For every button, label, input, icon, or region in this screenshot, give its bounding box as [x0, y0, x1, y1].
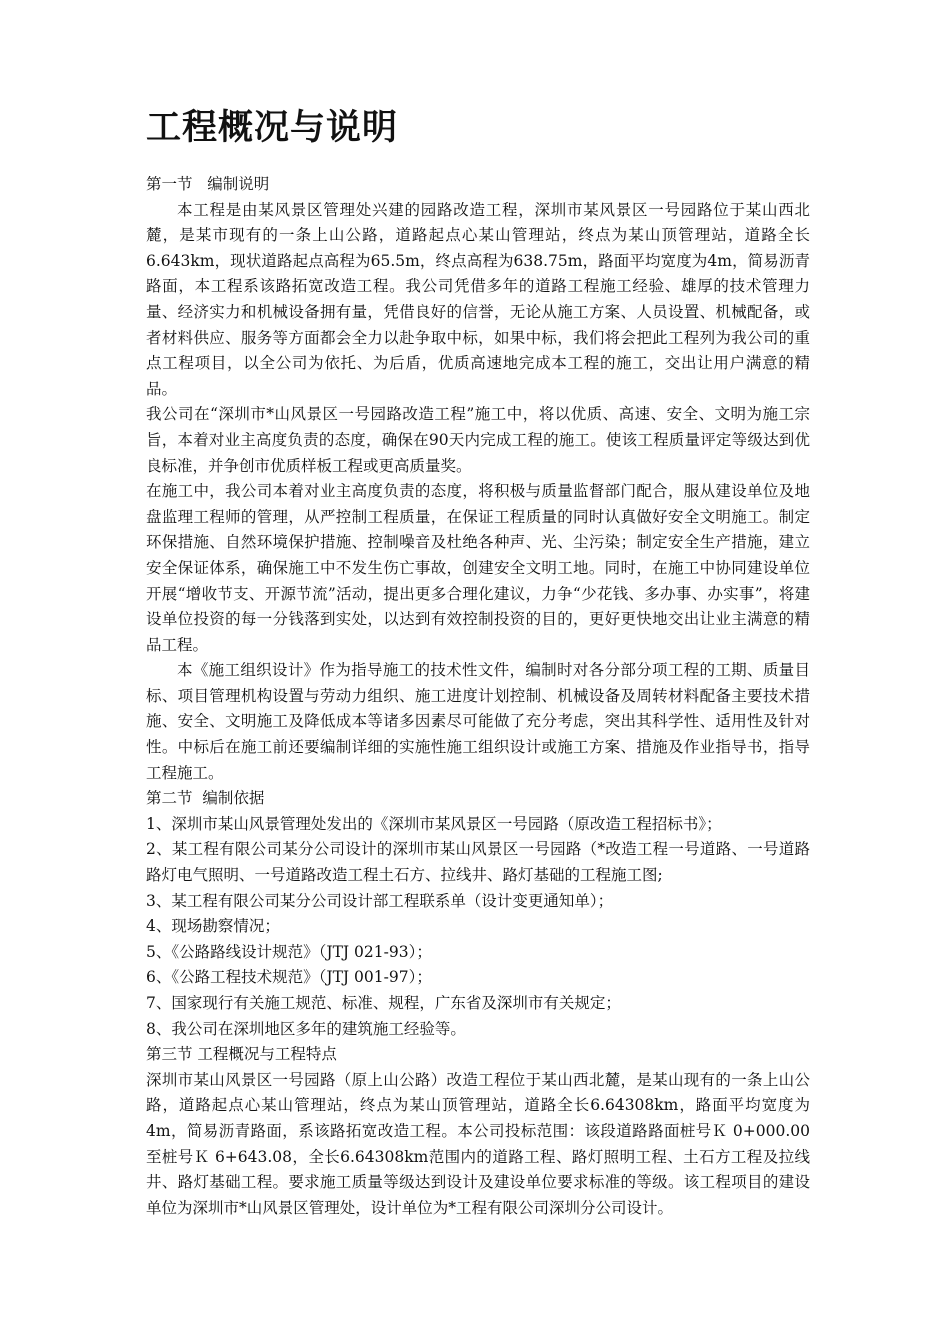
section-1-paragraph-4: 本《施工组织设计》作为指导施工的技术性文件，编制时对各分部分项工程的工期、质量目标、项目管理机构设置与劳动力组织、施工进度计划控制、机械设备及周转材料配备主要技术措施、安全、文明施工及降低成本等诸多因素尽可能做了充分考虑，突出其科学性、适用性及针对性。中标后在施工前还要编制详细的实施性施工组织设计或施工方案、措施及作业指导书，指导工程施工。: [146, 661, 810, 782]
basis-item-8: 8、我公司在深圳地区多年的建筑施工经验等。: [146, 1019, 466, 1038]
section-1-heading: 第一节 编制说明: [146, 175, 270, 193]
basis-item-5: 5、《公路路线设计规范》（JTJ 021-93）；: [146, 942, 432, 961]
basis-item-2: 2、某工程有限公司某分公司设计的深圳市某山风景区一号园路（*改造工程一号道路、一号道路路灯电气照明、一号道路改造工程土石方、拉线井、路灯基础的工程施工图;: [146, 840, 810, 885]
section-1-paragraph-2: 我公司在“深圳市*山风景区一号园路改造工程”施工中，将以优质、高速、安全、文明为施工宗旨，本着对业主高度负责的态度，确保在90天内完成工程的施工。使该工程质量评定等级达到优良标准，并争创市优质样板工程或更高质量奖。: [146, 405, 810, 475]
basis-item-3: 3、某工程有限公司某分公司设计部工程联系单（设计变更通知单）；: [146, 891, 614, 910]
basis-item-4: 4、现场勘察情况；: [146, 917, 280, 936]
section-2-heading: 第二节 编制依据: [146, 789, 265, 808]
section-3-paragraph: 深圳市某山风景区一号园路（原上山公路）改造工程位于某山西北麓，是某山现有的一条上山公路，道路起点心某山管理站，终点为某山顶管理站，道路全长6.64308km，路面平均宽度为4m，简易沥青路面，系该路拓宽改造工程。本公司投标范围：该段道路路面桩号Ｋ 0+000.00至桩号Ｋ 6+643.08，全长6.64308km范围内的道路工程、路灯照明工程、土石方工程及拉线井、路灯基础工程。要求施工质量等级达到设计及建设单位要求标准的等级。该工程项目的建设单位为深圳市*山风景区管理处，设计单位为*工程有限公司深圳分公司设计。: [146, 1070, 810, 1217]
basis-item-7: 7、国家现行有关施工规范、标准、规程，广东省及深圳市有关规定；: [146, 994, 621, 1012]
basis-item-6: 6、《公路工程技术规范》（JTJ 001-97）；: [146, 968, 432, 987]
document-body: [146, 172, 810, 1221]
section-1-paragraph-3: 在施工中，我公司本着对业主高度负责的态度，将积极与质量监督部门配合，服从建设单位及地盘监理工程师的管理，从严控制工程质量，在保证工程质量的同时认真做好安全文明施工。制定环保措施、自然环境保护措施、控制噪音及杜绝各种声、光、尘污染；制定安全生产措施，建立安全保证体系，确保施工中不发生伤亡事故，创建安全文明工地。同时，在施工中协同建设单位开展“增收节支、开源节流”活动，提出更多合理化建议，力争“少花钱、多办事、办实事”，将建设单位投资的每一分钱落到实处，以达到有效控制投资的目的，更好更快地交出让业主满意的精品工程。: [146, 482, 810, 654]
document-title: 工程概况与说明: [146, 108, 399, 148]
basis-item-1: 1、深圳市某山风景管理处发出的《深圳市某风景区一号园路（原改造工程招标书》；: [146, 814, 722, 833]
section-3-heading: 第三节 工程概况与工程特点: [146, 1045, 337, 1064]
section-1-paragraph-1: 本工程是由某风景区管理处兴建的园路改造工程，深圳市某风景区一号园路位于某山西北麓，是某市现有的一条上山公路，道路起点心某山管理站，终点为某山顶管理站，道路全长6.643km，现状道路起点高程为65.5m，终点高程为638.75m，路面平均宽度为4m，简易沥青路面，本工程系该路拓宽改造工程。我公司凭借多年的道路工程施工经验、雄厚的技术管理力量、经济实力和机械设备拥有量，凭借良好的信誉，无论从施工方案、人员设置、机械配备，或者材料供应、服务等方面都会全力以赴争取中标，如果中标，我们将会把此工程列为我公司的重点工程项目，以全公司为依托、为后盾，优质高速地完成本工程的施工，交出让用户满意的精品。: [146, 200, 810, 398]
